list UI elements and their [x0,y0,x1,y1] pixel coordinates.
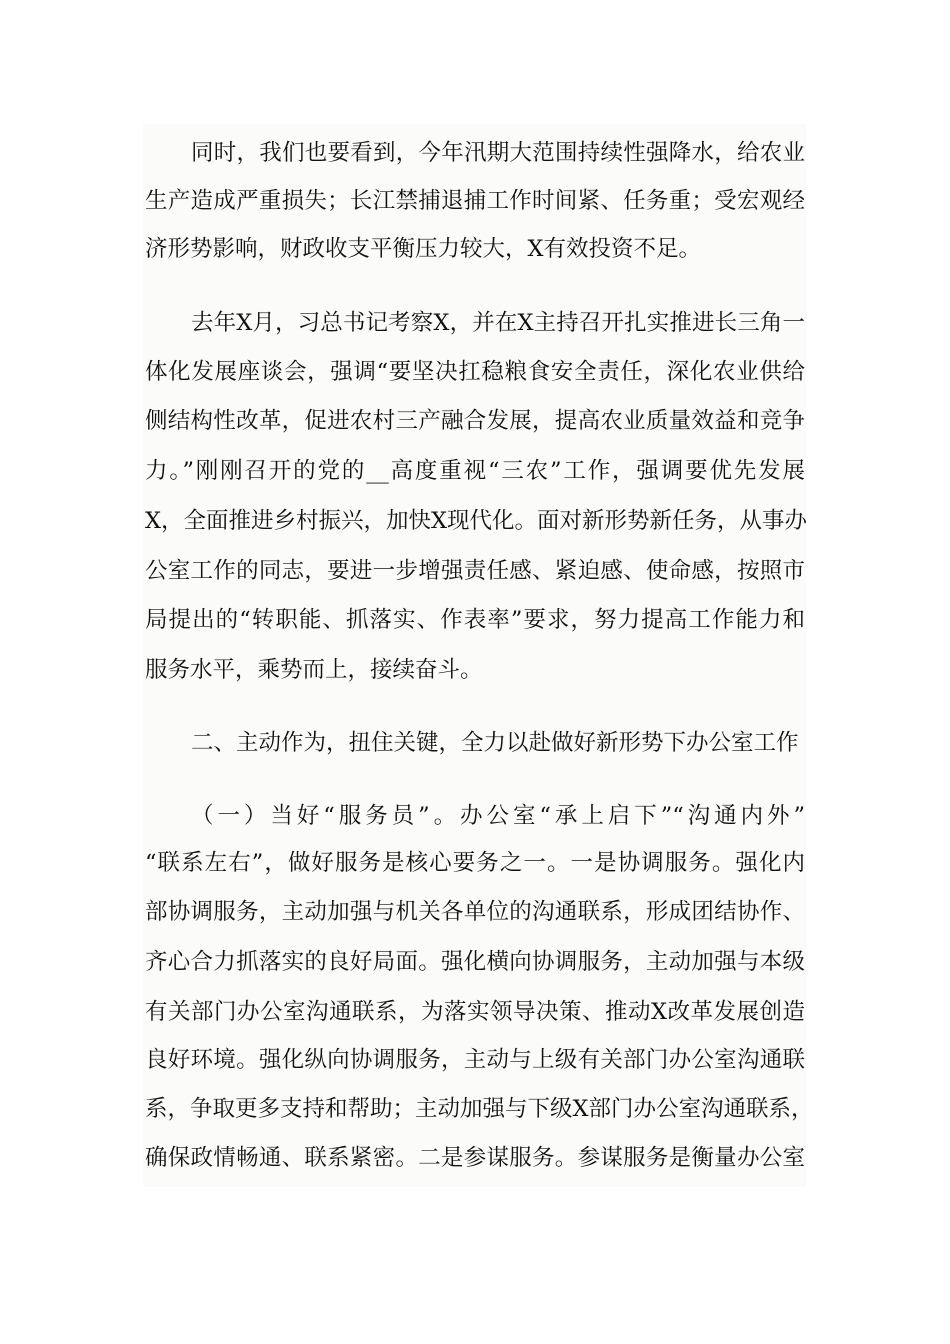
paragraph-2-line-1: 去年X月，习总书记考察X，并在X主持召开扎实推进长三角一 [191,310,805,336]
paragraph-2-line-5: X，全面推进乡村振兴，加快X现代化。面对新形势新任务，从事办 [145,508,808,534]
paragraph-2-line-8: 服务水平，乘势而上，接续奋斗。 [145,657,483,683]
paragraph-3-line-5: 有关部门办公室沟通联系，为落实领导决策、推动X改革发展创造 [145,999,805,1025]
paragraph-2-line-4: 力。”刚刚召开的党的__高度重视“三农”工作，强调要优先发展 [145,458,805,484]
paragraph-3-line-2: “联系左右”，做好服务是核心要务之一。一是协调服务。强化内 [145,850,805,876]
paragraph-3-line-4: 齐心合力抓落实的良好局面。强化横向协调服务，主动加强与本级 [145,949,805,975]
paragraph-1-line-3: 济形势影响，财政收支平衡压力较大，X有效投资不足。 [145,236,702,262]
paragraph-2-line-7: 局提出的“转职能、抓落实、作表率”要求，努力提高工作能力和 [145,607,805,633]
paragraph-3-line-3: 部协调服务，主动加强与机关各单位的沟通联系，形成团结协作、 [145,899,805,925]
paragraph-3-line-1: （一）当好“服务员”。办公室“承上启下”“沟通内外” [191,803,805,829]
paragraph-2-line-6: 公室工作的同志，要进一步增强责任感、紧迫感、使命感，按照市 [145,558,805,584]
paragraph-2-line-2: 体化发展座谈会，强调“要坚决扛稳粮食安全责任，深化农业供给 [145,359,805,385]
paragraph-3-line-6: 良好环境。强化纵向协调服务，主动与上级有关部门办公室沟通联 [145,1047,805,1073]
paragraph-2-line-3: 侧结构性改革，促进农村三产融合发展，提高农业质量效益和竞争 [145,408,805,434]
section-heading: 二、主动作为，扭住关键，全力以赴做好新形势下办公室工作 [191,730,799,756]
paragraph-3-line-8: 确保政情畅通、联系紧密。二是参谋服务。参谋服务是衡量办公室 [145,1145,805,1171]
paragraph-3-line-7: 系，争取更多支持和帮助；主动加强与下级X部门办公室沟通联系， [145,1096,814,1122]
paragraph-1-line-2: 生产造成严重损失；长江禁捕退捕工作时间紧、任务重；受宏观经 [145,188,805,214]
paragraph-1-line-1: 同时，我们也要看到，今年汛期大范围持续性强降水，给农业 [191,140,805,166]
